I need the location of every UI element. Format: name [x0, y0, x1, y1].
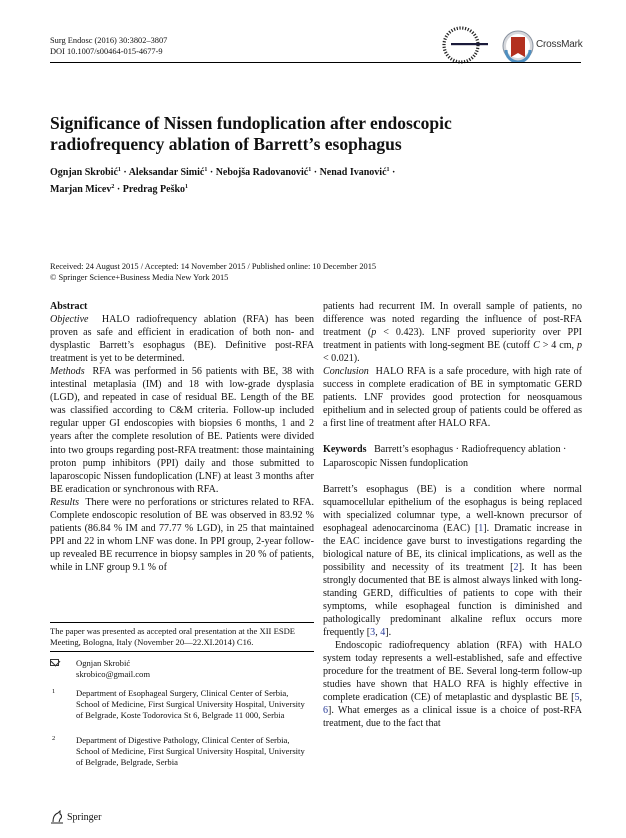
keywords-label: Keywords [323, 444, 367, 456]
body-text: , [375, 627, 381, 639]
authors-line-2 [50, 180, 570, 197]
author-affiliation-mark: 1 [386, 167, 390, 173]
publication-history [50, 261, 376, 283]
correspondence-name: Ognjan Skrobić [76, 658, 131, 668]
affiliation-number: 1 [52, 688, 56, 695]
results-label: Results [50, 496, 80, 508]
affiliation-2 [50, 735, 314, 767]
abstract-heading: Abstract [50, 301, 88, 312]
intro-paragraph-1 [323, 483, 582, 640]
author-name[interactable]: Nebojša Radovanović [215, 167, 309, 178]
springer-horse-icon [50, 810, 64, 824]
author-affiliation-mark: 1 [185, 184, 189, 190]
dates: Received: 24 August 2015 / Accepted: 14 November 2015 / Published online: 10 December 2015 [50, 262, 377, 271]
body-text: Barrett’s esophagus (BE) is a condition where normal squamocellular epithelium of the esophagus is being replaced with specialized columnar type, a well-known precursor of esophageal adenocarcinoma (EAC) [ [323, 483, 582, 534]
authors-line-1 [50, 163, 570, 180]
body-text: ]. Dramatic increase in the EAC incidence gave burst to investigations regarding the biological nature of BE, its clinical implications, as well as the possibility and necessity of its treatment [ [323, 522, 582, 573]
c-variable: C [533, 340, 540, 352]
abstract-methods [50, 365, 314, 495]
body-text: Endoscopic radiofrequency ablation (RFA) with HALO system today represents a well-established, safe and effective procedure for the treatment of BE. Several long-term follow-up studies have shown that HALO RFA is highly effective in complete eradication (CE) of metaplastic and dysplastic BE [ [323, 640, 582, 704]
abstract-right [323, 300, 582, 730]
abstract-left [50, 300, 314, 574]
citation-link[interactable]: 3 [370, 627, 376, 639]
crossmark-label[interactable]: CrossMark [536, 39, 583, 50]
citation-link[interactable]: 1 [478, 522, 484, 534]
intro-paragraph-2 [323, 639, 582, 730]
copyright: © Springer Science+Business Media New York 2015 [50, 273, 229, 282]
body-text: , [579, 692, 582, 704]
publisher-footer [50, 810, 101, 824]
envelope-icon [50, 659, 59, 666]
results-cont-text: < 0.021). [323, 353, 360, 365]
results-cont-text: patients had recurrent IM. In overall sample of patients, no difference was noted regarding the influence of post-RFA treatment ( [323, 301, 582, 339]
author-name[interactable]: Marjan Micev [50, 184, 112, 195]
conclusion-text: HALO RFA is a safe procedure, with high rate of success in complete eradication of BE in symptomatic GERD patients. LNF provides good protection for neosquamous epithelium and in selected group of patients could be offered as a first line of treatment after HALO RFA. [323, 366, 582, 430]
citation-link[interactable]: 2 [513, 561, 519, 573]
correspondence-email[interactable]: skrobico@gmail.com [76, 668, 151, 679]
author-separator: · [120, 167, 129, 178]
author-affiliation-mark: 1 [308, 167, 312, 173]
citation-link[interactable]: 4 [380, 627, 386, 639]
abstract-conclusion [323, 365, 582, 430]
author-name[interactable]: Aleksandar Simić [128, 167, 205, 178]
presentation-note: The paper was presented as accepted oral presentation at the XII ESDE Meeting, Bologna, Italy (November 20—22.XI.2014) C16. [50, 626, 296, 647]
header-rule [50, 62, 581, 63]
affiliation-text: Department of Esophageal Surgery, Clinical Center of Serbia, School of Medicine, First Surgical University Hospital, University of Belgrade, Koste Todorovica St 6, Belgrade 11 000, Serbia [76, 688, 305, 720]
abstract-objective [50, 313, 314, 365]
footnote-rule-2 [50, 651, 314, 652]
author-separator: · [311, 167, 320, 178]
author-affiliation-mark: 1 [117, 167, 121, 173]
methods-label: Methods [50, 366, 85, 378]
doi[interactable]: DOI 10.1007/s00464-015-4677-9 [50, 47, 163, 56]
results-text: There were no perforations or strictures related to RFA. Complete endoscopic resolution of BE was observed in 83.92 % patients (86.84 % IM and 77.77 % LGD), in 25 that maintained PPI and 22 in whom LNF was done. In PPI group, 2-year follow-up revealed BE recurrence in biopsy samples in 20 % of patients, while in LNF group 9.1 % of [50, 496, 314, 573]
publisher-name: Springer [67, 811, 102, 823]
journal-citation-block [50, 35, 167, 57]
article-title [50, 113, 490, 155]
keywords [323, 443, 582, 469]
title-line-2: radiofrequency ablation of Barrett’s esophagus [50, 134, 402, 154]
citation-link[interactable]: 5 [574, 692, 580, 704]
author-separator: · [389, 167, 396, 178]
author-affiliation-mark: 1 [204, 167, 208, 173]
author-separator: · [207, 167, 216, 178]
author-name[interactable]: Nenad Ivanović [319, 167, 387, 178]
author-name[interactable]: Ognjan Skrobić [50, 167, 118, 178]
title-line-1: Significance of Nissen fundoplication after endoscopic [50, 113, 452, 133]
abstract-results-cont [323, 300, 582, 365]
objective-label: Objective [50, 314, 89, 326]
keywords-text: Barrett’s esophagus · Radiofrequency ablation · Laparoscopic Nissen fundoplication [323, 444, 567, 469]
body-text: ]. It has been strongly documented that BE is almost always linked with long-standing GERD, difficulties of patients to cope with their symptoms, while esophageal function is diminished and pathologically predominant alkaline reflux occurs more frequently [ [323, 561, 583, 639]
correspondence [50, 658, 314, 680]
results-cont-text: < 0.423). LNF proved superiority over PPI treatment in patients with long-segment BE (cutoff [323, 327, 583, 352]
footnote-rule-1 [50, 622, 314, 623]
crossmark-icon[interactable] [502, 30, 534, 62]
body-text: ]. What emerges as a clinical issue is a choice of post-RFA treatment, due to the fact that [323, 705, 582, 730]
p-variable: p [576, 340, 582, 352]
author-affiliation-mark: 2 [111, 184, 115, 190]
citation-link[interactable]: 6 [323, 705, 329, 717]
results-cont-text: > 4 cm, [539, 340, 577, 352]
objective-text: HALO radiofrequency ablation (RFA) has been proven as safe and efficient in eradication of both non- and dysplastic Barrett’s esophagus (BE). Definitive post-RFA treatment is yet to be determined. [50, 314, 314, 365]
affiliation-1 [50, 688, 314, 720]
conclusion-label: Conclusion [323, 366, 369, 378]
author-separator: · [114, 184, 123, 195]
affiliation-number: 2 [52, 735, 56, 742]
author-name[interactable]: Predrag Peško [122, 184, 186, 195]
affiliation-text: Department of Digestive Pathology, Clinical Center of Serbia, School of Medicine, First Surgical University Hospital, University of Belgrade, Belgrade, Serbia [76, 735, 305, 767]
p-variable: p [371, 327, 377, 339]
abstract-results [50, 496, 314, 574]
body-text: ]. [385, 627, 392, 639]
methods-text: RFA was performed in 56 patients with BE, 38 with intestinal metaplasia (IM) and 18 with low-grade dysplasia (LGD), and repeated in case of residual BE. Length of the BE was classified according to C&M criteria. Follow-up included regular upper GI endoscopies with biopsies 6 months, 1 and 2 years after the complete resolution of BE. Patients were divided into two groups regarding post-RFA treatment: those maintaining proton pump inhibitors (PPI) daily and those submitted to laparoscopic Nissen fundoplication (LNF) at least 3 months after BE eradication or synchronous with RFA. [50, 366, 314, 495]
author-list [50, 163, 570, 197]
journal-citation: Surg Endosc (2016) 30:3802–3807 [50, 36, 168, 45]
